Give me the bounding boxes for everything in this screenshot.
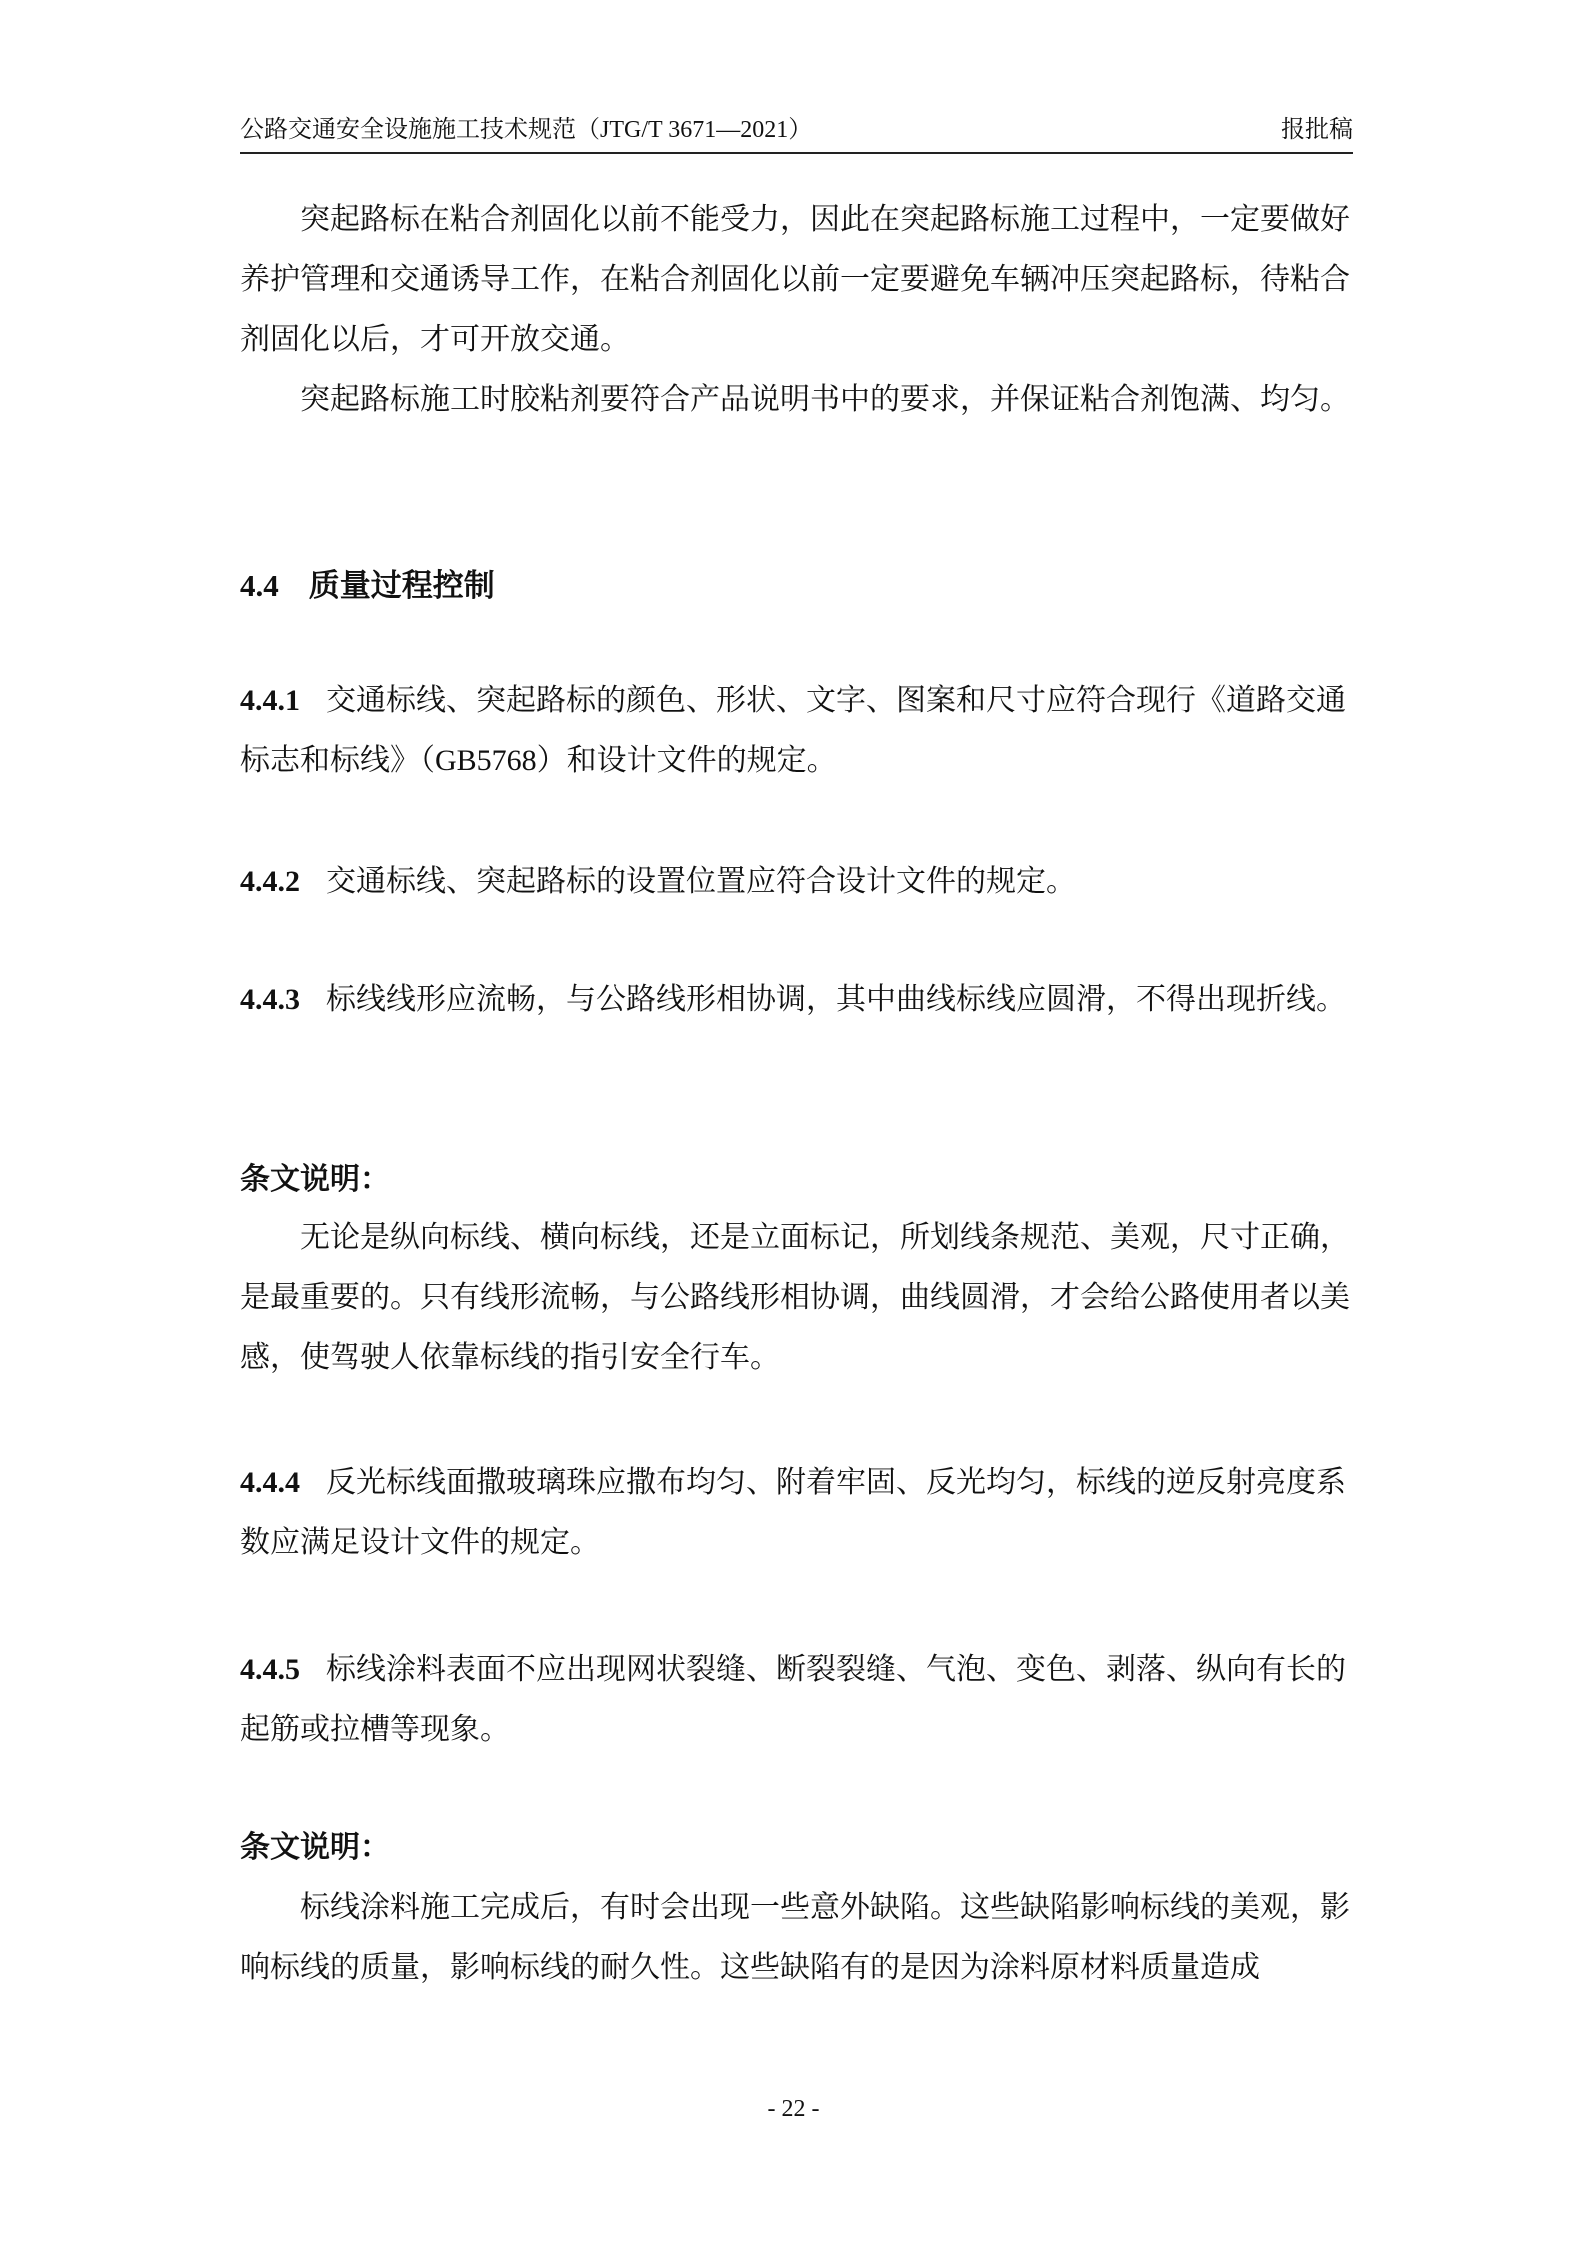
clause-4-4-3 xyxy=(240,970,1353,1030)
note-title-1: 条文说明： xyxy=(240,1162,390,1197)
intro-paragraph-2: 突起路标施工时胶粘剂要符合产品说明书中的要求，并保证粘合剂饱满、均匀。 xyxy=(300,382,1350,417)
clause-4-4-2 xyxy=(240,852,1353,912)
clause-text: 标线涂料表面不应出现网状裂缝、断裂裂缝、气泡、变色、剥落、纵向有长的起筋或拉槽等现象。 xyxy=(240,1653,1346,1746)
page-number: - 22 - xyxy=(767,2096,820,2122)
clause-number: 4.4.2 xyxy=(240,865,300,898)
header-title: 公路交通安全设施施工技术规范（JTG/T 3671—2021） xyxy=(240,117,813,143)
note-paragraph-2: 标线涂料施工完成后，有时会出现一些意外缺陷。这些缺陷影响标线的美观，影响标线的质量，影响标线的耐久性。这些缺陷有的是因为涂料原材料质量造成 xyxy=(240,1890,1350,1985)
clause-text: 交通标线、突起路标的颜色、形状、文字、图案和尺寸应符合现行《道路交通标志和标线》（GB5768）和设计文件的规定。 xyxy=(240,684,1346,777)
clause-number: 4.4.5 xyxy=(240,1653,300,1686)
page-header xyxy=(240,108,1353,154)
clause-number: 4.4.1 xyxy=(240,684,300,717)
clause-4-4-4 xyxy=(240,1453,1353,1573)
intro-paragraph-1: 突起路标在粘合剂固化以前不能受力，因此在突起路标施工过程中，一定要做好养护管理和交通诱导工作，在粘合剂固化以前一定要避免车辆冲压突起路标，待粘合剂固化以后，才可开放交通。 xyxy=(240,202,1350,357)
clause-number: 4.4.3 xyxy=(240,983,300,1016)
section-heading xyxy=(240,556,495,616)
clause-4-4-1 xyxy=(240,671,1353,791)
header-status: 报批稿 xyxy=(1281,117,1353,143)
clause-4-4-5 xyxy=(240,1640,1353,1760)
clause-text: 反光标线面撒玻璃珠应撒布均匀、附着牢固、反光均匀，标线的逆反射亮度系数应满足设计文件的规定。 xyxy=(240,1466,1346,1559)
note-paragraph-1: 无论是纵向标线、横向标线，还是立面标记，所划线条规范、美观，尺寸正确，是最重要的。只有线形流畅，与公路线形相协调，曲线圆滑，才会给公路使用者以美感，使驾驶人依靠标线的指引安全行车。 xyxy=(240,1220,1350,1375)
clause-number: 4.4.4 xyxy=(240,1466,300,1499)
clause-text: 交通标线、突起路标的设置位置应符合设计文件的规定。 xyxy=(326,865,1076,898)
clause-text: 标线线形应流畅，与公路线形相协调，其中曲线标线应圆滑，不得出现折线。 xyxy=(326,983,1346,1016)
section-title: 质量过程控制 xyxy=(308,568,495,604)
section-number: 4.4 xyxy=(240,568,279,603)
note-title-2: 条文说明： xyxy=(240,1830,390,1865)
